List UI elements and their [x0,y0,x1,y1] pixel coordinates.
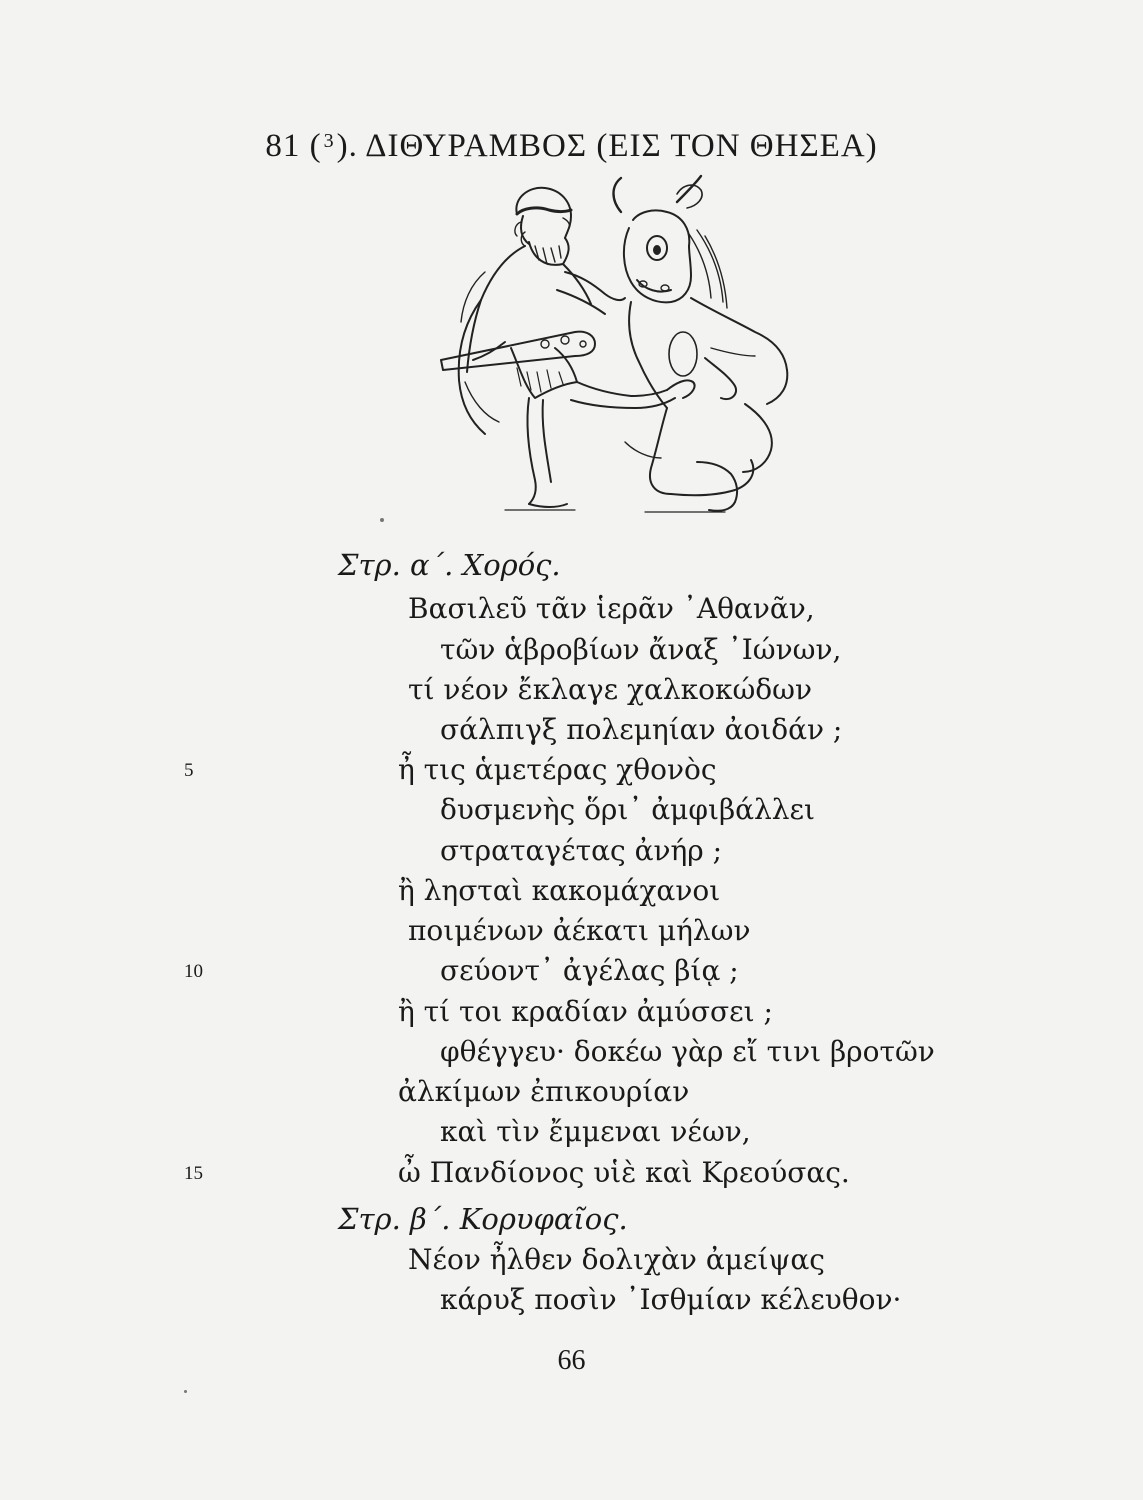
section-heading-strophe-beta: Στρ. β΄. Κορυφαῖος. [338,1202,628,1236]
poem-title-text: ΔΙΘΥΡΑΜΒΟΣ (ΕΙΣ ΤΟΝ ΘΗΣΕΑ) [365,128,878,164]
verse-line: καὶ τὶν ἔμμεναι νέων, [440,1115,751,1148]
verse-line: σεύοντ᾿ ἀγέλας βίᾳ ; [440,954,739,987]
page-number: 66 [557,1345,586,1376]
section-heading-strophe-alpha: Στρ. α΄. Χορός. [338,548,561,582]
verse-line: σάλπιγξ πολεμηίαν ἀοιδάν ; [440,713,843,746]
scan-speck [380,518,384,522]
verse-line: ὦ Πανδίονος υἱὲ καὶ Κρεούσας. [398,1156,850,1189]
verse-line: ἀλκίμων ἐπικουρίαν [398,1075,690,1108]
line-number: 5 [184,760,194,781]
verse-line: δυσμενὴς ὅρι᾿ ἀμφιβάλλει [440,793,816,826]
scan-speck [184,1390,187,1393]
verse-line: τῶν ἁβροβίων ἄναξ ᾿Ιώνων, [440,633,842,666]
verse-line: ἢ τί τοι κραδίαν ἀμύσσει ; [398,995,773,1028]
verse-line: Νέον ἦλθεν δολιχὰν ἀμείψας [408,1243,825,1276]
verse-line: Βασιλεῦ τᾶν ἱερᾶν ᾿Αθανᾶν, [408,592,815,625]
poem-ref-open: ( [309,128,322,164]
line-number: 10 [184,961,203,982]
verse-line: κάρυξ ποσὶν ᾿Ισθμίαν κέλευθον· [440,1283,902,1316]
verse-line: ἢ λησταὶ κακομάχανοι [398,874,721,907]
verse-line: ἦ τις ἁμετέρας χθονὸς [398,753,717,786]
poem-ref-superscript: 3 [323,130,335,152]
page-title [0,128,1143,165]
verse-line: φθέγγευ· δοκέω γὰρ εἴ τινι βροτῶν [440,1035,935,1068]
line-number: 15 [184,1163,203,1184]
verse-line: τί νέον ἔκλαγε χαλκοκώδων [408,673,813,706]
poem-ref-close: ). [336,128,358,164]
verse-line: στραταγέτας ἀνήρ ; [440,834,723,867]
poem-number: 81 [265,128,301,164]
verse-line: ποιμένων ἀέκατι μήλων [408,914,751,947]
theseus-minotaur-vase-drawing-icon [425,172,805,522]
